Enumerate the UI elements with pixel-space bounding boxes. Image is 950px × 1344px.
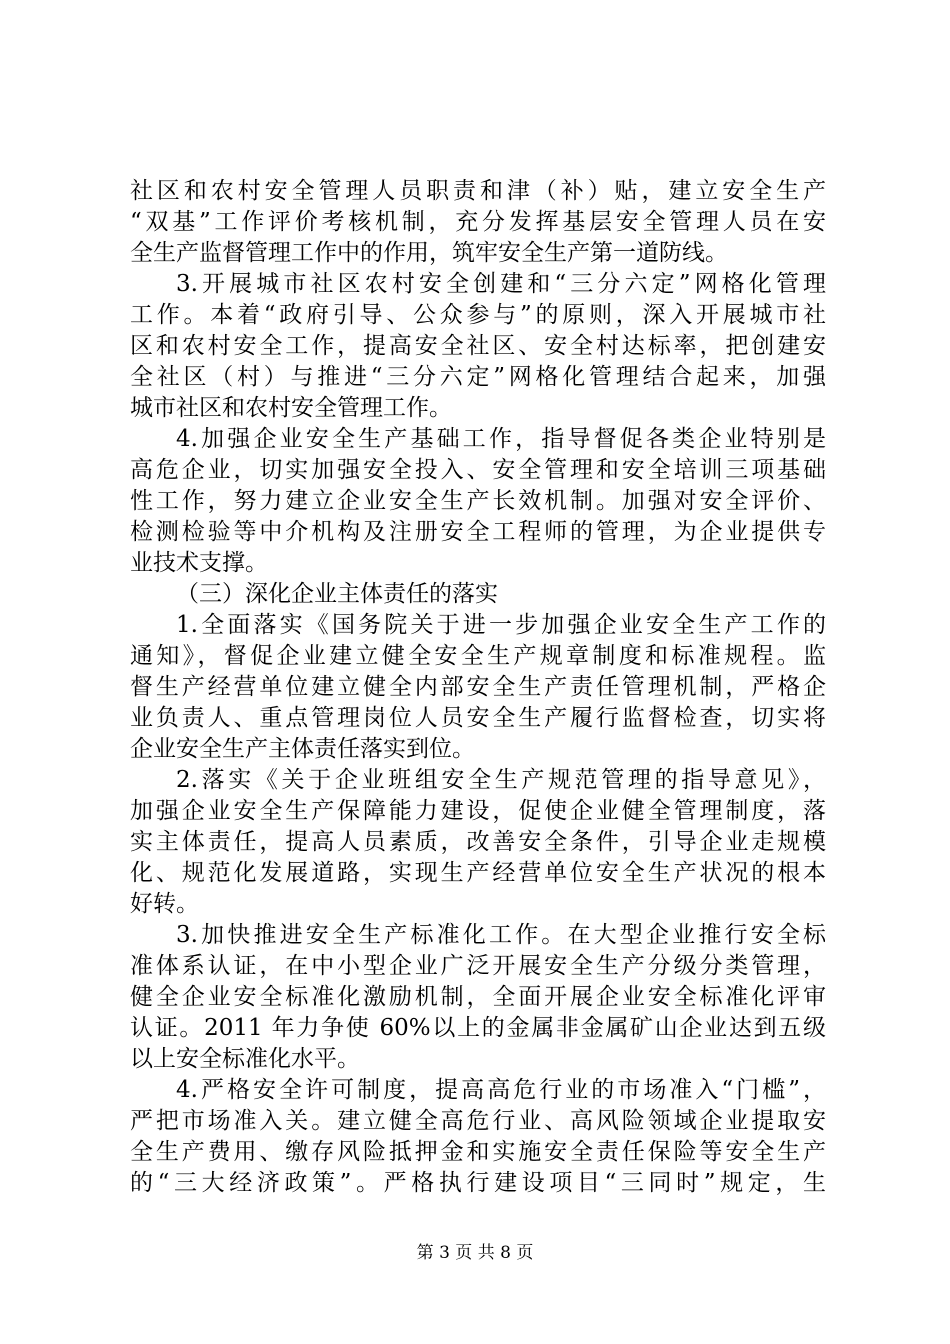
text-line: 检测检验等中介机构及注册安全工程师的管理，为企业提供专 <box>130 519 826 545</box>
text-line: 通知》，督促企业建立健全安全生产规章制度和标准规程。监 <box>130 643 826 669</box>
text-line: 加强企业安全生产保障能力建设，促使企业健全管理制度，落 <box>130 798 826 824</box>
text-line: 以上安全标准化水平。 <box>130 1046 360 1072</box>
page-footer: 第 3 页 共 8 页 <box>416 1243 534 1263</box>
text-line: 严把市场准入关。建立健全高危行业、高风险领域企业提取安 <box>130 1108 826 1134</box>
text-line: 业技术支撑。 <box>130 550 268 576</box>
text-line: 全社区（村）与推进“三分六定”网格化管理结合起来，加强 <box>130 364 826 390</box>
text-line: 3.开展城市社区农村安全创建和“三分六定”网格化管理 <box>176 271 826 297</box>
text-line: 企业安全生产主体责任落实到位。 <box>130 736 475 762</box>
text-line: 健全企业安全标准化激励机制，全面开展企业安全标准化评审 <box>130 984 826 1010</box>
text-line: （三）深化企业主体责任的落实 <box>176 581 498 607</box>
text-line: 全生产费用、缴存风险抵押金和实施安全责任保险等安全生产 <box>130 1139 826 1165</box>
text-line: 性工作，努力建立企业安全生产长效机制。加强对安全评价、 <box>130 488 826 514</box>
text-line: 认证。2011 年力争使 60%以上的金属非金属矿山企业达到五级 <box>130 1015 826 1041</box>
text-line: 1.全面落实《国务院关于进一步加强企业安全生产工作的 <box>176 612 826 638</box>
text-line: 督生产经营单位建立健全内部安全生产责任管理机制，严格企 <box>130 674 826 700</box>
text-line: 全生产监督管理工作中的作用，筑牢安全生产第一道防线。 <box>130 240 728 266</box>
text-line: 工作。本着“政府引导、公众参与”的原则，深入开展城市社 <box>130 302 826 328</box>
text-line: 城市社区和农村安全管理工作。 <box>130 395 452 421</box>
text-line: 业负责人、重点管理岗位人员安全生产履行监督检查，切实将 <box>130 705 826 731</box>
text-line: 3.加快推进安全生产标准化工作。在大型企业推行安全标 <box>176 922 826 948</box>
text-line: 4.严格安全许可制度，提高高危行业的市场准入“门槛”， <box>176 1077 826 1103</box>
text-line: 准体系认证，在中小型企业广泛开展安全生产分级分类管理， <box>130 953 826 979</box>
document-body <box>130 176 826 1199</box>
text-line: 的“三大经济政策”。严格执行建设项目“三同时”规定，生 <box>130 1170 826 1196</box>
text-line: 4.加强企业安全生产基础工作，指导督促各类企业特别是 <box>176 426 826 452</box>
text-line: 实主体责任，提高人员素质，改善安全条件，引导企业走规模 <box>130 829 826 855</box>
text-line: “双基”工作评价考核机制，充分发挥基层安全管理人员在安 <box>130 209 826 235</box>
text-line: 好转。 <box>130 891 199 917</box>
text-line: 区和农村安全工作，提高安全社区、安全村达标率，把创建安 <box>130 333 826 359</box>
text-line: 2.落实《关于企业班组安全生产规范管理的指导意见》， <box>176 767 826 793</box>
text-line: 化、规范化发展道路，实现生产经营单位安全生产状况的根本 <box>130 860 826 886</box>
text-line: 社区和农村安全管理人员职责和津（补）贴，建立安全生产 <box>130 178 826 204</box>
text-line: 高危企业，切实加强安全投入、安全管理和安全培训三项基础 <box>130 457 826 483</box>
